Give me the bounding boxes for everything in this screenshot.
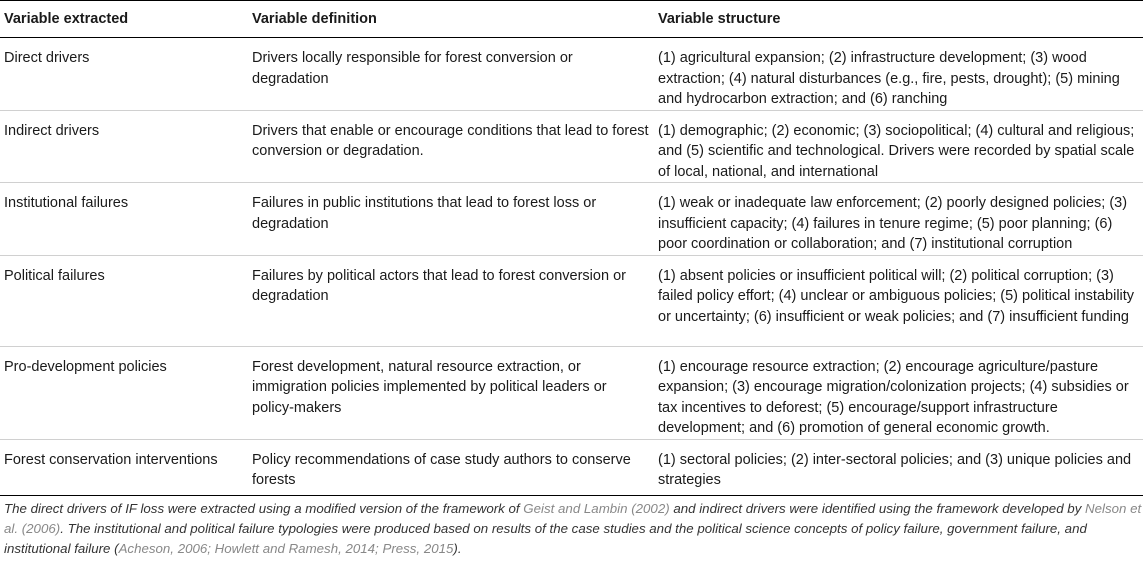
table-row	[0, 38, 1143, 111]
cell-variable: Political failures	[0, 255, 248, 346]
caption-text: ).	[453, 541, 462, 556]
cell-structure: (1) agricultural expansion; (2) infrastructure development; (3) wood extraction; (4) natural disturbances (e.g., fire, pests, drought); (5) mining and hydrocarbon extraction; and (6) ranching	[654, 38, 1143, 111]
caption-text: and indirect drivers were identified using the framework developed by	[669, 501, 1086, 516]
table-caption	[4, 499, 1143, 559]
cell-variable: Forest conservation interventions	[0, 439, 248, 495]
cell-structure: (1) weak or inadequate law enforcement; (2) poorly designed policies; (3) insufficient capacity; (4) failures in tenure regime; (5) poor planning; (6) poor coordination or collaboration; and (7) institutional corruption	[654, 183, 1143, 256]
cell-definition: Drivers that enable or encourage conditions that lead to forest conversion or degradation.	[248, 110, 654, 183]
cell-definition: Drivers locally responsible for forest conversion or degradation	[248, 38, 654, 111]
citation-link-nelson[interactable]: Nelson et al. (2006)	[4, 501, 1142, 536]
cell-structure: (1) encourage resource extraction; (2) encourage agriculture/pasture expansion; (3) encourage migration/colonization projects; (4) subsidies or tax incentives to deforest; (5) encourage/support infrastructure development; and (6) promotion of general economic growth.	[654, 346, 1143, 439]
cell-structure: (1) sectoral policies; (2) inter-sectoral policies; and (3) unique policies and strategies	[654, 439, 1143, 495]
cell-definition: Forest development, natural resource extraction, or immigration policies implemented by political leaders or policy-makers	[248, 346, 654, 439]
table-row	[0, 346, 1143, 439]
cell-variable: Institutional failures	[0, 183, 248, 256]
table-row	[0, 255, 1143, 346]
cell-structure: (1) absent policies or insufficient political will; (2) political corruption; (3) failed policy effort; (4) unclear or ambiguous policies; (5) political instability or uncertainty; (6) insufficient or weak policies; and (7) insufficient funding	[654, 255, 1143, 346]
caption-text: The direct drivers of IF loss were extracted using a modified version of the framework of	[4, 501, 524, 516]
citation-link-acheson-howlett-press[interactable]: Acheson, 2006; Howlett and Ramesh, 2014; Press, 2015	[118, 541, 454, 556]
cell-definition: Failures by political actors that lead to forest conversion or degradation	[248, 255, 654, 346]
table-row	[0, 183, 1143, 256]
header-variable-definition: Variable definition	[248, 1, 654, 38]
header-variable-extracted: Variable extracted	[0, 1, 248, 38]
cell-variable: Pro-development policies	[0, 346, 248, 439]
header-variable-structure: Variable structure	[654, 1, 1143, 38]
citation-link-geist-lambin[interactable]: Geist and Lambin (2002)	[523, 501, 670, 516]
cell-variable: Direct drivers	[0, 38, 248, 111]
cell-definition: Failures in public institutions that lead to forest loss or degradation	[248, 183, 654, 256]
cell-variable: Indirect drivers	[0, 110, 248, 183]
table-row	[0, 110, 1143, 183]
cell-structure: (1) demographic; (2) economic; (3) sociopolitical; (4) cultural and religious; and (5) scientific and technological. Drivers were recorded by spatial scale of local, national, and international	[654, 110, 1143, 183]
cell-definition: Policy recommendations of case study authors to conserve forests	[248, 439, 654, 495]
caption-text: . The institutional and political failure typologies were produced based on results of the case studies and the political science concepts of policy failure, government failure, and institutional failure (	[4, 521, 1087, 556]
table-header-row	[0, 1, 1143, 38]
table-row	[0, 439, 1143, 495]
